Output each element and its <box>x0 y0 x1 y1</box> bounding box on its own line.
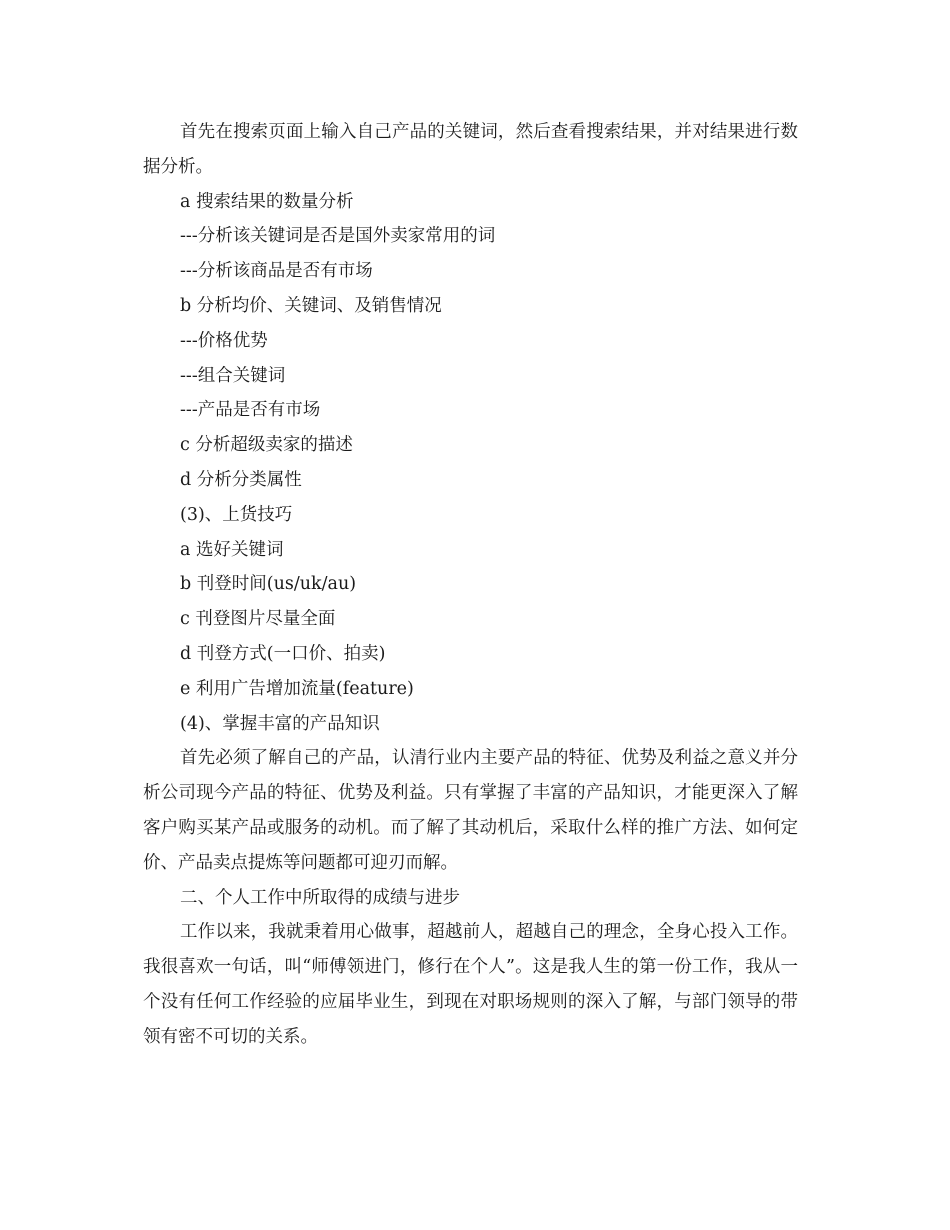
list-item: a 选好关键词 <box>180 539 284 560</box>
list-item: ---分析该关键词是否是国外卖家常用的词 <box>180 226 496 247</box>
list-item: c 刊登图片尽量全面 <box>180 609 336 630</box>
list-item: ---分析该商品是否有市场 <box>180 261 373 282</box>
section-heading: (3)、上货技巧 <box>180 504 293 525</box>
list-item: d 刊登方式(一口价、拍卖) <box>180 643 386 664</box>
document-body <box>143 115 798 1055</box>
paragraph-intro: 首先在搜索页面上输入自己产品的关键词，然后查看搜索结果，并对结果进行数据分析。 <box>143 122 798 177</box>
paragraph-body: 工作以来，我就秉着用心做事，超越前人，超越自己的理念，全身心投入工作。我很喜欢一句话，叫“师傅领进门，修行在个人”。这是我人生的第一份工作，我从一个没有任何工作经验的应届毕业生，到现在对职场规则的深入了解，与部门领导的带领有密不可切的关系。 <box>143 922 798 1047</box>
section-heading: (4)、掌握丰富的产品知识 <box>180 713 380 734</box>
list-item: b 分析均价、关键词、及销售情况 <box>180 295 442 316</box>
list-item: ---组合关键词 <box>180 365 286 386</box>
list-item: a 搜索结果的数量分析 <box>180 191 354 212</box>
list-item: b 刊登时间(us/uk/au) <box>180 574 357 595</box>
section-heading: 二、个人工作中所取得的成绩与进步 <box>180 887 460 908</box>
list-item: d 分析分类属性 <box>180 469 302 490</box>
list-item: ---价格优势 <box>180 330 268 351</box>
list-item: c 分析超级卖家的描述 <box>180 435 353 456</box>
paragraph-body: 首先必须了解自己的产品，认清行业内主要产品的特征、优势及利益之意义并分析公司现今产品的特征、优势及利益。只有掌握了丰富的产品知识，才能更深入了解客户购买某产品或服务的动机。而了解了其动机后，采取什么样的推广方法、如何定价、产品卖点提炼等问题都可迎刃而解。 <box>143 748 798 873</box>
list-item: ---产品是否有市场 <box>180 400 321 421</box>
list-item: e 利用广告增加流量(feature) <box>180 678 414 699</box>
